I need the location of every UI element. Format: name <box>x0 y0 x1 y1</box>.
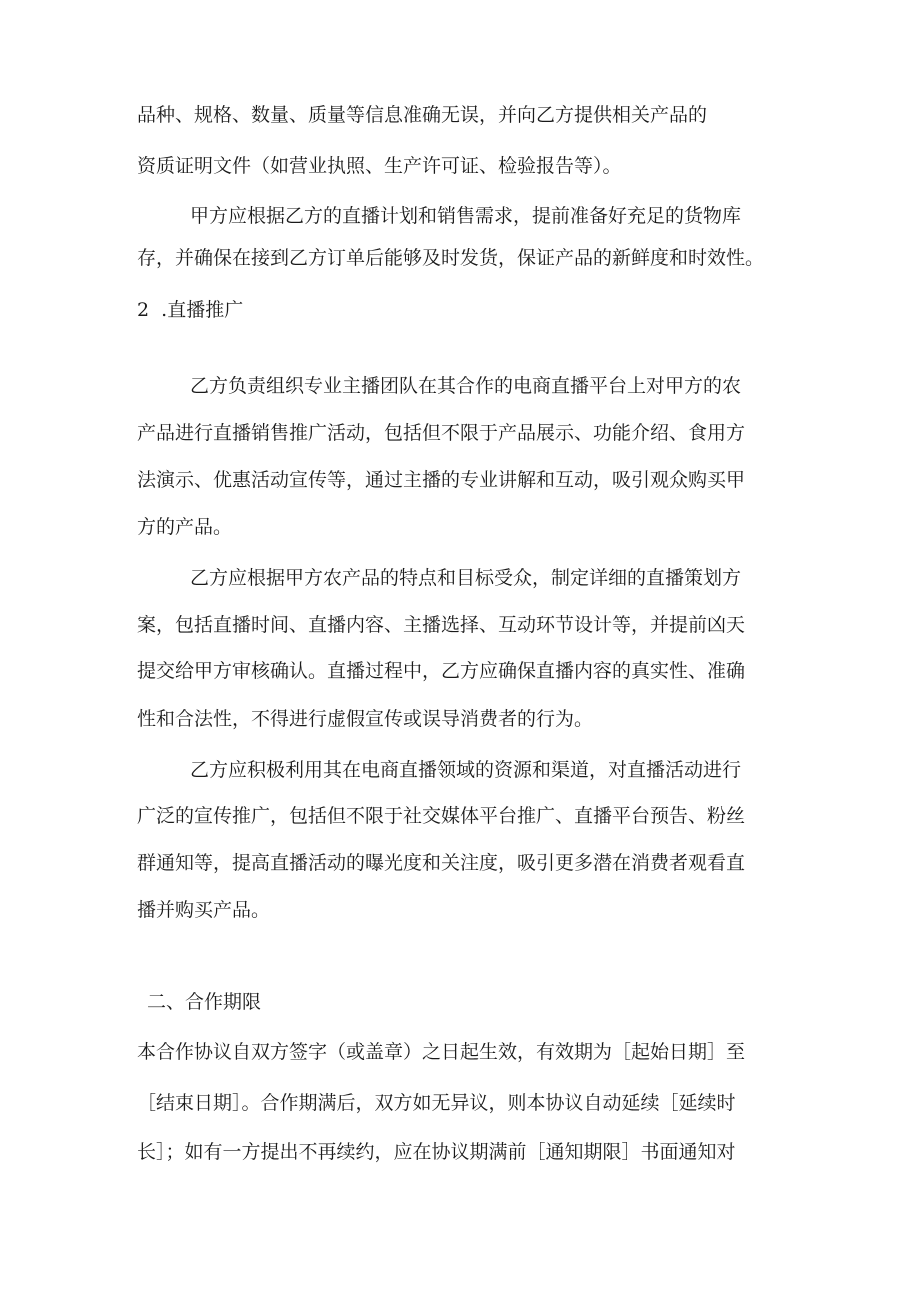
text-line: 方的产品。 <box>137 516 233 538</box>
text-line: 存，并确保在接到乙方订单后能够及时发货，保证产品的新鲜度和时效性。 <box>137 247 765 269</box>
text-line: 性和合法性，不得进行虚假宣传或误导消费者的行为。 <box>137 708 594 730</box>
section-heading: 二、合作期限 <box>147 991 262 1013</box>
text-line: 广泛的宣传推广，包括但不限于社交媒体平台推广、直播平台预告、粉丝 <box>137 805 746 827</box>
text-line: 提交给甲方审核确认。直播过程中，乙方应确保直播内容的真实性、准确 <box>137 660 746 682</box>
section-heading: 2 .直播推广 <box>137 299 244 321</box>
text-line: 品种、规格、数量、质量等信息准确无误，并向乙方提供相关产品的 <box>137 104 708 126</box>
text-line: ［结束日期］。合作期满后，双方如无异议，则本协议自动延续［延续时 <box>137 1092 736 1114</box>
text-line: 群通知等，提高直播活动的曝光度和关注度，吸引更多潜在消费者观看直 <box>137 852 746 874</box>
text-line: 乙方应积极利用其在电商直播领域的资源和渠道，对直播活动进行 <box>190 759 742 781</box>
text-line: 产品进行直播销售推广活动，包括但不限于产品展示、功能介绍、食用方 <box>137 422 746 444</box>
text-line: 长］；如有一方提出不再续约，应在协议期满前［通知期限］书面通知对 <box>137 1141 736 1163</box>
text-line: 乙方负责组织专业主播团队在其合作的电商直播平台上对甲方的农 <box>190 375 742 397</box>
text-line: 法演示、优惠活动宣传等，通过主播的专业讲解和互动，吸引观众购买甲 <box>137 469 746 491</box>
text-line: 案，包括直播时间、直播内容、主播选择、互动环节设计等，并提前凶天 <box>137 614 746 636</box>
text-line: 播并购买产品。 <box>137 899 271 921</box>
text-line: 乙方应根据甲方农产品的特点和目标受众，制定详细的直播策划方 <box>190 567 742 589</box>
text-line: 甲方应根据乙方的直播计划和销售需求，提前准备好充足的货物库 <box>190 205 742 227</box>
text-line: 资质证明文件（如营业执照、生产许可证、检验报告等）。 <box>137 155 622 177</box>
text-line: 本合作协议自双方签字（或盖章）之日起生效，有效期为［起始日期］至 <box>137 1041 746 1063</box>
